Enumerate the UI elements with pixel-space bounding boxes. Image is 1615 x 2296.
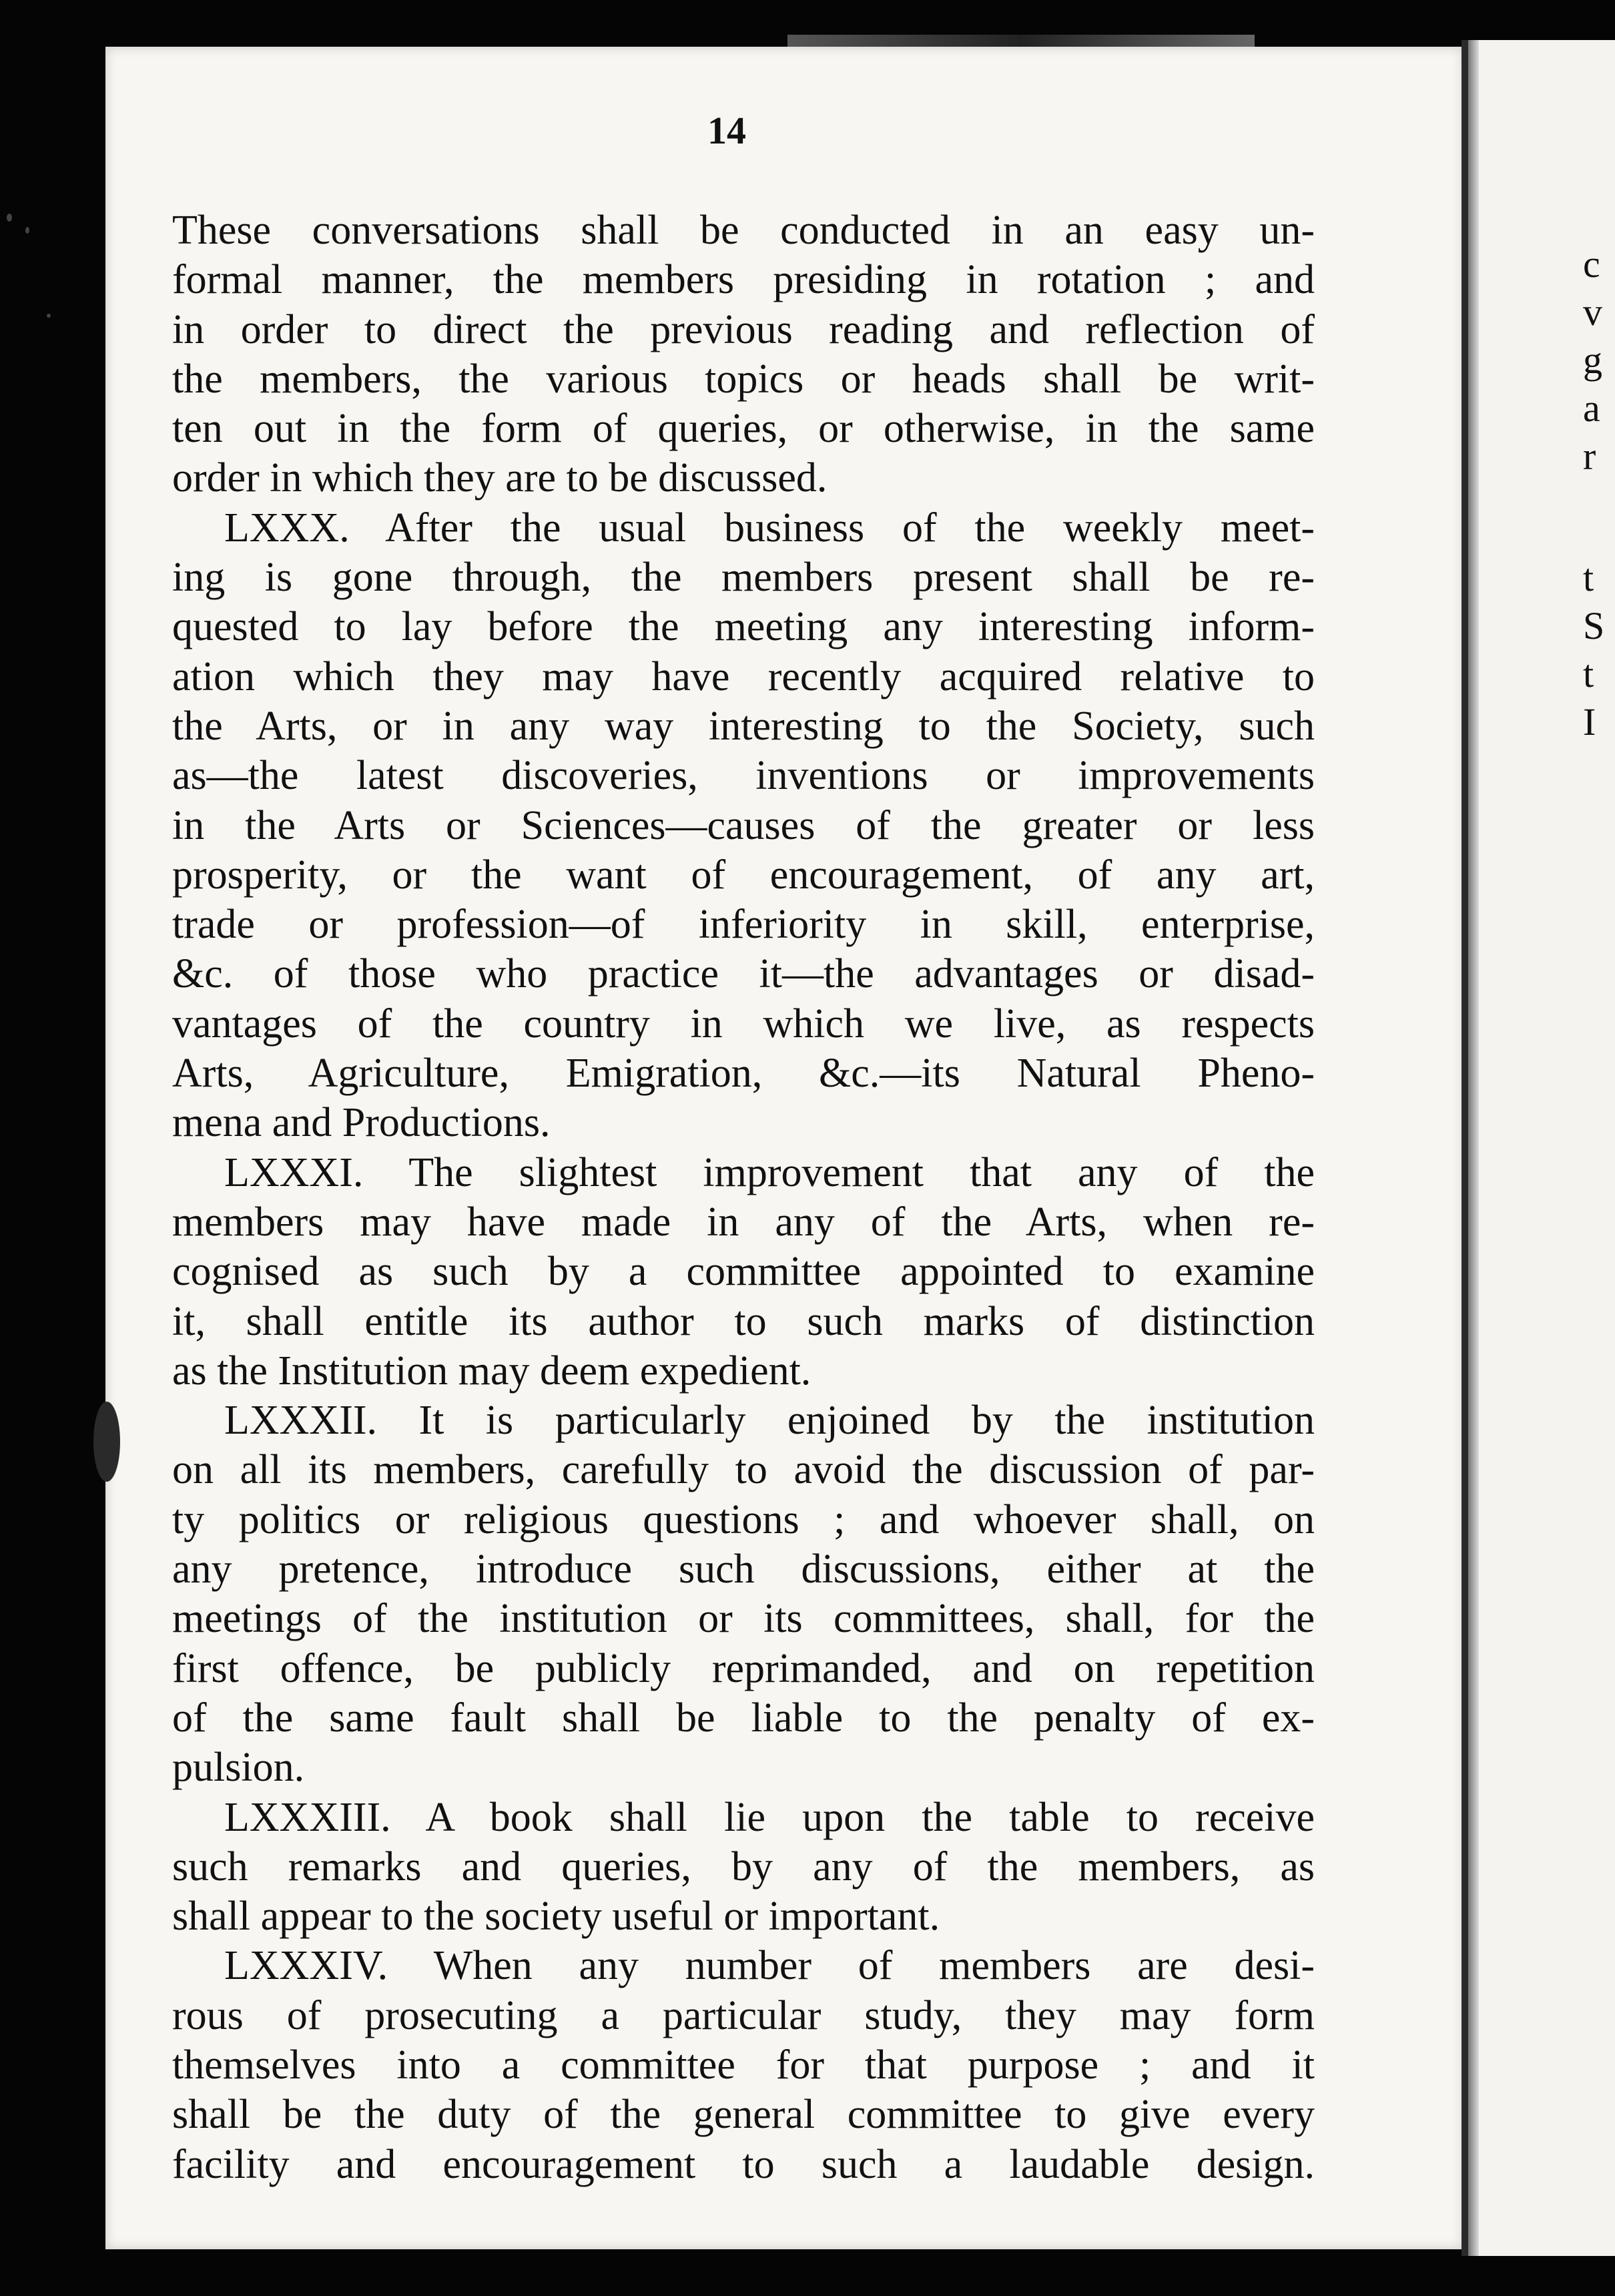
body-text	[172, 206, 1315, 2189]
text-line: Arts, Agriculture, Emigration, &c.—its Natural Pheno-	[172, 1051, 1315, 1097]
edge-char: v	[1583, 290, 1602, 334]
text-line: of the same fault shall be liable to the penalty of ex-	[172, 1695, 1315, 1741]
text-line: such remarks and queries, by any of the members, as	[172, 1843, 1315, 1890]
text-line: &c. of those who practice it—the advantages or disad-	[172, 951, 1315, 997]
text-line: vantages of the country in which we live, as respects	[172, 1000, 1315, 1047]
text-line: in the Arts or Sciences—causes of the greater or less	[172, 802, 1315, 848]
text-line: facility and encouragement to such a laudable design.	[172, 2141, 1315, 2187]
text-line: as—the latest discoveries, inventions or improvements	[172, 753, 1315, 799]
text-line: quested to lay before the meeting any interesting inform-	[172, 604, 1315, 650]
text-line: rous of prosecuting a particular study, they may form	[172, 1992, 1315, 2038]
text-line: pulsion.	[172, 1745, 305, 1791]
edge-char: c	[1583, 242, 1600, 286]
text-line: prosperity, or the want of encouragement, of any art,	[172, 852, 1315, 898]
text-line: LXXX. After the usual business of the weekly meet-	[224, 505, 1315, 551]
edge-char: S	[1583, 604, 1605, 647]
text-line: ing is gone through, the members present shall be re-	[172, 555, 1315, 601]
text-line: as the Institution may deem expedient.	[172, 1348, 812, 1394]
text-line: on all its members, carefully to avoid the discussion of par-	[172, 1447, 1315, 1493]
text-line: cognised as such by a committee appointed to examine	[172, 1249, 1315, 1295]
scan-dust	[7, 214, 12, 222]
text-line: LXXXIII. A book shall lie upon the table to receive	[224, 1794, 1315, 1840]
text-line: shall appear to the society useful or important.	[172, 1894, 940, 1940]
text-line: in order to direct the previous reading and reflection of	[172, 306, 1315, 352]
text-line: order in which they are to be discussed.	[172, 455, 828, 501]
edge-char: a	[1583, 386, 1600, 430]
text-line: themselves into a committee for that purpose ; and it	[172, 2042, 1315, 2088]
edge-char: I	[1583, 700, 1596, 744]
text-line: ten out in the form of queries, or otherwise, in the same	[172, 406, 1315, 452]
scan-dust	[93, 1402, 120, 1482]
text-line: it, shall entitle its author to such marks of distinction	[172, 1298, 1315, 1344]
adjacent-page-edge-text	[1583, 240, 1615, 746]
text-line: first offence, be publicly reprimanded, and on repetition	[172, 1645, 1315, 1691]
text-line: formal manner, the members presiding in rotation ; and	[172, 257, 1315, 303]
scan-dust	[47, 314, 51, 318]
edge-char: t	[1583, 652, 1594, 695]
text-line: mena and Productions.	[172, 1100, 551, 1146]
scan-dust	[25, 227, 29, 234]
text-line: shall be the duty of the general committee to give every	[172, 2092, 1315, 2138]
text-line: LXXXII. It is particularly enjoined by the institution	[224, 1398, 1315, 1444]
text-line: the Arts, or in any way interesting to the Society, such	[172, 703, 1315, 749]
text-line: LXXXIV. When any number of members are desi-	[224, 1943, 1315, 1989]
text-line: the members, the various topics or heads shall be writ-	[172, 356, 1315, 402]
text-line: meetings of the institution or its committees, shall, for the	[172, 1596, 1315, 1642]
text-line: These conversations shall be conducted in an easy un-	[172, 208, 1315, 253]
page-gutter	[1468, 40, 1479, 2256]
text-line: LXXXI. The slightest improvement that any of the	[224, 1149, 1315, 1195]
edge-char: g	[1583, 338, 1602, 382]
text-line: ation which they may have recently acquired relative to	[172, 653, 1315, 699]
page-number: 14	[707, 109, 746, 152]
text-line: any pretence, introduce such discussions, either at the	[172, 1546, 1315, 1593]
text-line: members may have made in any of the Arts, when re-	[172, 1199, 1315, 1245]
edge-char: r	[1583, 435, 1596, 478]
edge-gap	[1583, 481, 1615, 554]
text-line: trade or profession—of inferiority in skill, enterprise,	[172, 902, 1315, 948]
text-line: ty politics or religious questions ; and whoever shall, on	[172, 1496, 1315, 1542]
edge-char: t	[1583, 556, 1594, 599]
